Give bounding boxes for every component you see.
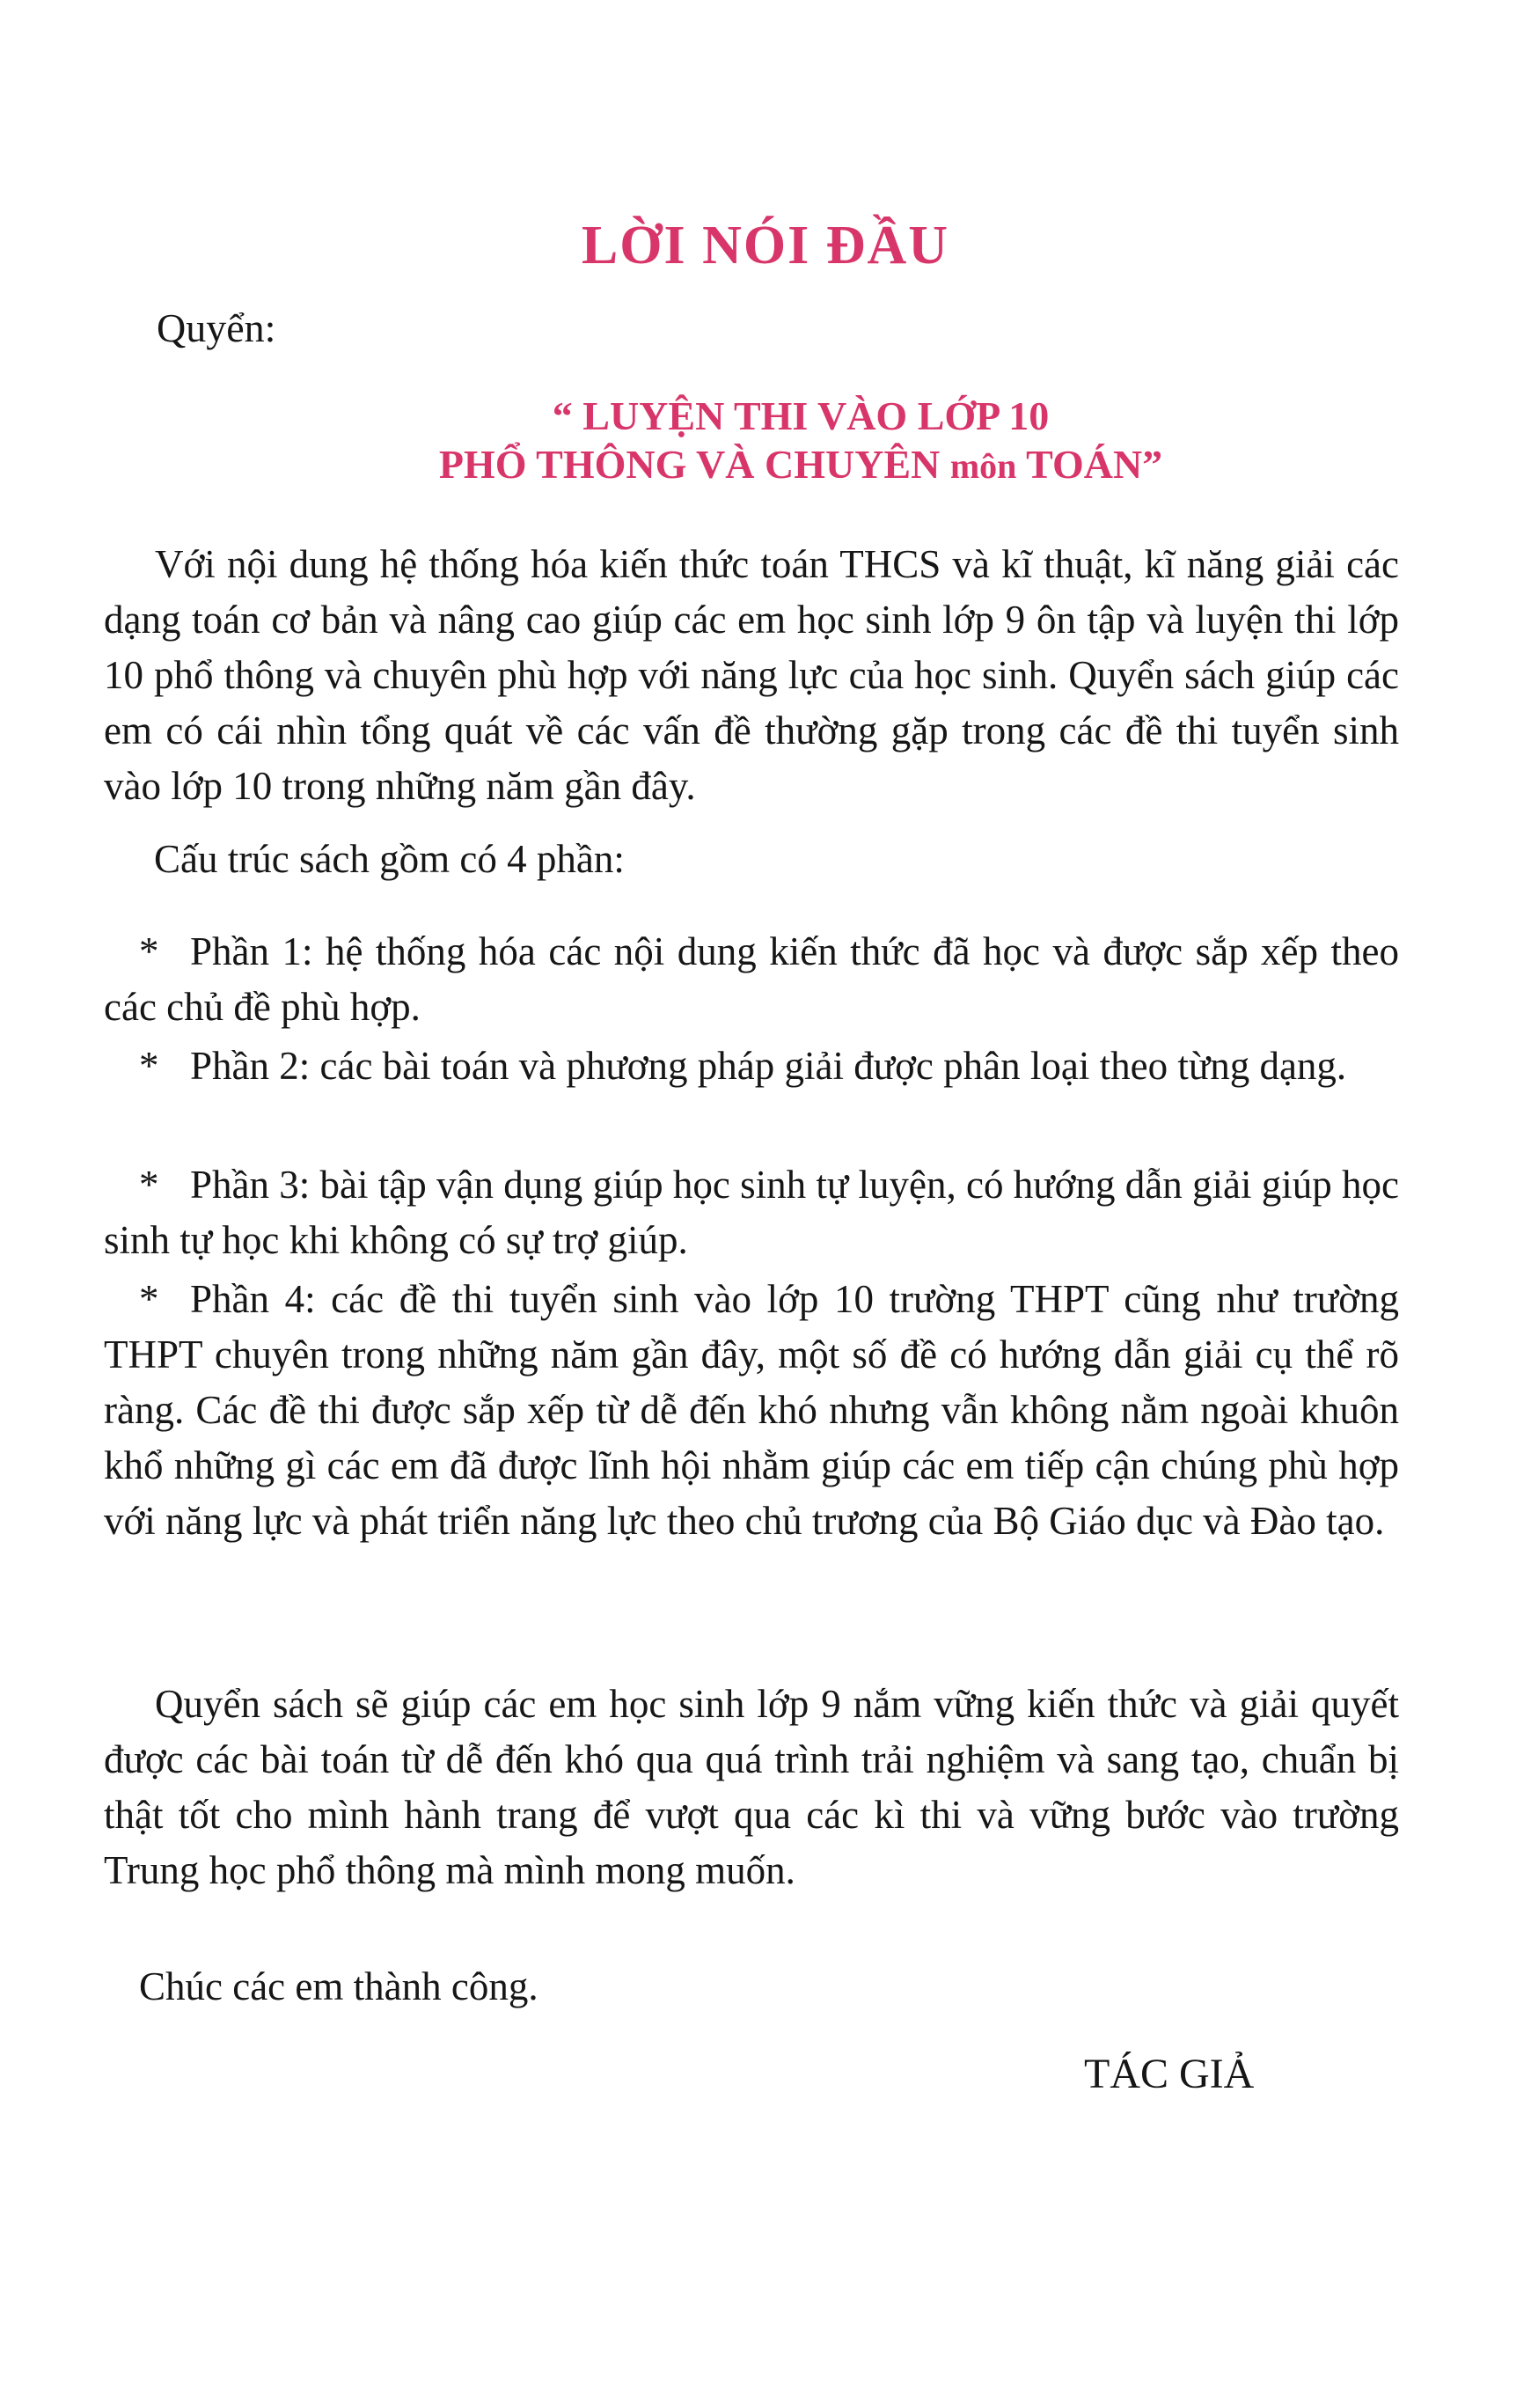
- author-signature: TÁC GIẢ: [1084, 2051, 1255, 2097]
- part-1-text: Phần 1: hệ thống hóa các nội dung kiến thức đã học và được sắp xếp theo các chủ đề phù hợp.: [104, 929, 1399, 1029]
- bullet-star: *: [139, 1277, 159, 1321]
- part-2-text: Phần 2: các bài toán và phương pháp giải được phân loại theo từng dạng.: [190, 1044, 1347, 1088]
- page-title: LỜI NÓI ĐẦU: [581, 216, 950, 275]
- book-title-line-1: “ LUYỆN THI VÀO LỚP 10: [552, 393, 1050, 438]
- part-2-item: [104, 1039, 1399, 1094]
- intro-paragraph: Với nội dung hệ thống hóa kiến thức toán THCS và kĩ thuật, kĩ năng giải các dạng toán cơ bản và nâng cao giúp các em học sinh lớp 9 ôn tập và luyện thi lớp 10 phổ thông và chuyên phù hợp với năng lực của học sinh. Quyển sách giúp các em có cái nhìn tổng quát về các vấn đề thường gặp trong các đề thi tuyển sinh vào lớp 10 trong những năm gần đây.: [104, 542, 1399, 808]
- part-4-item: [104, 1272, 1399, 1549]
- book-title-line-2-end: TOÁN”: [1016, 442, 1163, 487]
- book-title-line-2-lower: môn: [949, 446, 1017, 486]
- part-4-text: Phần 4: các đề thi tuyển sinh vào lớp 10 trường THPT cũng như trường THPT chuyên trong những năm gần đây, một số đề có hướng dẫn giải cụ thể rõ ràng. Các đề thi được sắp xếp từ dễ đến khó nhưng vẫn không nằm ngoài khuôn khổ những gì các em đã được lĩnh hội nhằm giúp các em tiếp cận chúng phù hợp với năng lực và phát triển năng lực theo chủ trương của Bộ Giáo dục và Đào tạo.: [104, 1277, 1399, 1543]
- part-3-item: [104, 1157, 1399, 1268]
- book-label: Quyển:: [157, 305, 276, 350]
- bullet-star: *: [139, 929, 159, 973]
- bullet-star: *: [139, 1044, 159, 1088]
- closing-wish: Chúc các em thành công.: [139, 1964, 538, 2008]
- part-3-text: Phần 3: bài tập vận dụng giúp học sinh tự luyện, có hướng dẫn giải giúp học sinh tự học khi không có sự trợ giúp.: [104, 1163, 1399, 1262]
- bullet-star: *: [139, 1163, 159, 1207]
- book-title-line-2: [35, 444, 1531, 485]
- outro-paragraph: Quyển sách sẽ giúp các em học sinh lớp 9 nắm vững kiến thức và giải quyết được các bài toán từ dễ đến khó qua quá trình trải nghiệm và sang tạo, chuẩn bị thật tốt cho mình hành trang để vượt qua các kì thi và vững bước vào trường Trung học phổ thông mà mình mong muốn.: [104, 1682, 1399, 1892]
- structure-intro: Cấu trúc sách gồm có 4 phần:: [154, 837, 625, 881]
- part-1-item: [104, 924, 1399, 1035]
- book-title-line-2-main: PHỔ THÔNG VÀ CHUYÊN: [438, 442, 950, 487]
